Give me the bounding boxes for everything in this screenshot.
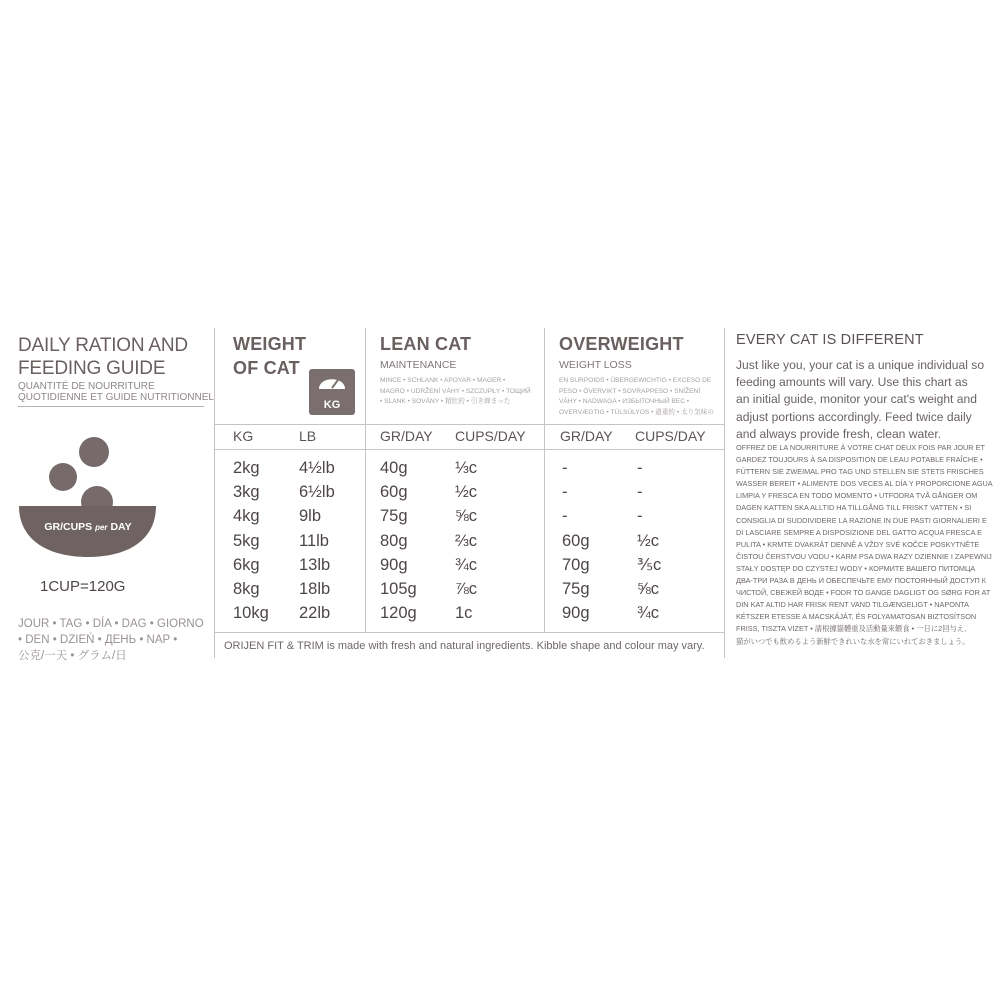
translation-line: EN SURPOIDS • ÜBERGEWICHTIG • EXCESO DE xyxy=(559,377,712,384)
translation-line: OFFREZ DE LA NOURRITURE À VOTRE CHAT DEUX FOIS PAR JOUR ET xyxy=(736,443,985,452)
title-divider xyxy=(18,406,204,407)
table-rule xyxy=(214,632,724,633)
translation-line: 猫がいつでも飲めるよう新鮮できれいな水を常にいれておきましょう。 xyxy=(736,636,970,646)
table-cell: 5kg xyxy=(233,531,260,550)
table-cell: 11lb xyxy=(299,531,329,550)
table-rule xyxy=(214,424,724,425)
table-divider xyxy=(724,328,725,658)
kibble-icon xyxy=(49,463,77,491)
column-header-kg: KG xyxy=(233,428,254,444)
translation-line: MINCE • SCHLANK • APOYAR • MAGER • xyxy=(380,377,506,384)
translation-line: WASSER BEREIT • ALIMENTE DOS VECES AL DÍA Y PROPORCIONE AGUA xyxy=(736,479,993,489)
table-cell: ⅗c xyxy=(637,555,662,574)
table-divider xyxy=(365,328,366,632)
food-bowl-icon xyxy=(18,428,158,568)
table-cell: - xyxy=(562,507,568,526)
translation-line: PESO • ÖVERVIKT • SOVRAPPESO • SNÍŽENÍ xyxy=(559,387,701,395)
subtitle-line: QUANTITÉ DE NOURRITURE xyxy=(18,381,155,392)
table-cell: ½c xyxy=(637,531,660,550)
table-cell: 4½lb xyxy=(299,459,335,477)
table-cell: 8kg xyxy=(233,580,260,599)
bowl-label: GR/CUPS per DAY xyxy=(44,521,132,533)
table-cell: ⅔c xyxy=(455,531,478,550)
column-header-overweight-gr: GR/DAY xyxy=(560,428,613,444)
feeding-translations xyxy=(736,442,993,648)
overweight-cups-column xyxy=(637,456,661,625)
table-cell: - xyxy=(562,459,568,477)
table-cell: 10kg xyxy=(233,604,269,623)
translation-line: ЧИСТОЙ, СВЕЖЕЙ ВОДЕ • FODR TO GANGE DAGLIGT OG SØRG FOR AT xyxy=(736,588,991,598)
column-header-overweight-cups: CUPS/DAY xyxy=(635,428,706,444)
overweight-gr-column xyxy=(562,456,590,625)
paragraph-line: feeding amounts will vary. Use this chart as xyxy=(736,375,968,390)
table-cell: 22lb xyxy=(299,604,331,623)
table-divider xyxy=(214,328,215,658)
translation-line: FÜTTERN SIE ZWEIMAL PRO TAG UND STELLEN SIE STETS FRISCHES xyxy=(736,467,984,477)
translation-line: • SLANK • SOVÁNY • 精壯的 • 引き締まった xyxy=(380,398,511,405)
table-cell: - xyxy=(562,483,568,502)
table-cell: ⅝c xyxy=(637,580,660,599)
translation-line: MAGRO • UDRŽENÍ VÁHY • SZCZUPŁY • ТОЩИЙ xyxy=(380,387,531,395)
ingredients-note: ORIJEN FIT & TRIM is made with fresh and natural ingredients. Kibble shape and colour may vary. xyxy=(224,640,705,652)
table-cell: 6kg xyxy=(233,555,260,574)
translation-line: ČISTOU ČERSTVOU VODU • KARM PSA DWA RAZY DZIENNIE I ZAPEWNIJ xyxy=(736,551,992,561)
page-subtitle xyxy=(18,381,214,403)
table-cell: ⅞c xyxy=(455,580,478,599)
table-cell: 40g xyxy=(380,459,408,477)
every-cat-paragraph xyxy=(736,357,988,443)
translation-line: STAŁY DOSTĘP DO CZYSTEJ WODY • КОРМИТЕ ВАШЕГО ПИТОМЦА xyxy=(736,563,976,573)
lean-cat-subheading: MAINTENANCE xyxy=(380,359,457,371)
lean-cups-column xyxy=(455,456,477,625)
translation-line: DAGEN KATTEN SKA ALLTID HA TILLGÅNG TILL FRISKT VATTEN • SI xyxy=(736,503,972,513)
table-cell: ⅓c xyxy=(455,459,478,477)
title-line: DAILY RATION AND xyxy=(18,335,188,356)
overweight-translations xyxy=(559,376,714,418)
table-cell: 75g xyxy=(562,580,590,599)
title-line: FEEDING GUIDE xyxy=(18,358,166,379)
table-cell: 105g xyxy=(380,580,417,599)
table-cell: - xyxy=(637,483,643,502)
table-cell: 3kg xyxy=(233,483,260,502)
table-cell: - xyxy=(637,507,643,526)
overweight-heading: OVERWEIGHT xyxy=(559,334,684,354)
table-cell: 2kg xyxy=(233,459,260,477)
scale-icon xyxy=(309,369,355,415)
lean-gr-column xyxy=(380,456,417,625)
lean-cat-heading: LEAN CAT xyxy=(380,334,472,354)
translation-line: FRISS, TISZTA VIZET • 請根據貓體重及活動量來餵食 • 一日に2回与え, xyxy=(736,624,967,634)
table-rule xyxy=(214,449,724,450)
weight-heading xyxy=(233,332,306,380)
table-cell: 90g xyxy=(562,604,590,623)
table-cell: 1c xyxy=(455,604,473,623)
table-cell: 80g xyxy=(380,531,408,550)
column-header-lean-gr: GR/DAY xyxy=(380,428,433,444)
svg-text:KG: KG xyxy=(323,399,341,411)
table-cell: 60g xyxy=(380,483,408,502)
paragraph-line: Just like you, your cat is a unique individual so xyxy=(736,358,985,372)
translation-line: LIMPIA Y FRESCA EN TODO MOMENTO • UTFODRA TVÅ GÅNGER OM xyxy=(736,491,978,501)
translation-line: DI LASCIARE SEMPRE A DISPOSIZIONE DEL GATTO ACQUA FRESCA E xyxy=(736,527,982,537)
table-cell: - xyxy=(637,459,643,477)
translation-line: JOUR • TAG • DÍA • DAG • GIORNO xyxy=(18,618,204,630)
table-cell: ¾c xyxy=(455,555,478,574)
translation-line: • DEN • DZIEŃ • ДЕНЬ • NAP • xyxy=(18,634,178,646)
table-divider xyxy=(544,328,545,632)
translation-line: CONSIGLIA DI SUDDIVIDERE LA RAZIONE IN DUE PASTI GIORNALIERI E xyxy=(736,515,987,525)
lb-column xyxy=(299,456,335,625)
paragraph-line: and always provide fresh, clean water. xyxy=(736,426,942,441)
table-cell: ¾c xyxy=(637,604,660,623)
table-cell: ½c xyxy=(455,483,478,502)
table-cell: 75g xyxy=(380,507,408,526)
column-header-lb: LB xyxy=(299,428,317,444)
translation-line: VÁHY • NADWAGA • ИЗБЫТОЧНЫЙ ВЕС • xyxy=(559,398,690,405)
paragraph-line: adjust portions accordingly. Feed twice daily xyxy=(736,409,972,424)
table-cell: 9lb xyxy=(299,507,322,526)
overweight-subheading: WEIGHT LOSS xyxy=(559,359,632,371)
table-cell: 4kg xyxy=(233,507,260,526)
translation-line: KÉTSZER ETESSE A MACSKÁJÁT, ÉS FOLYAMATOSAN BIZTOSÍTSON xyxy=(736,612,977,622)
translation-line: ДВА-ТРИ РАЗА В ДЕНЬ И ОБЕСПЕЧЬТЕ ЕМУ ПОСТОЯННЫЙ ДОСТУП К xyxy=(736,576,986,586)
translation-line: GARDEZ TOUJOURS À SA DISPOSITION DE LEAU POTABLE FRAÎCHE • xyxy=(736,455,983,465)
weight-heading-line: OF CAT xyxy=(233,358,300,378)
translation-line: OVERVÆGTIG • TÚLSÚLYOS • 過重的 • 太り気味の xyxy=(559,408,714,416)
translation-line: PULITA • KRMTE DVAKRÁT DENNĚ A VŽDY SVÉ KOČCE POSKYTNĚTE xyxy=(736,539,980,549)
subtitle-line: QUOTIDIENNE ET GUIDE NUTRITIONNEL xyxy=(18,392,214,403)
table-cell: 60g xyxy=(562,531,590,550)
paragraph-line: an initial guide, monitor your cat's weight and xyxy=(736,392,977,407)
table-cell: ⅝c xyxy=(455,507,478,526)
table-cell: 90g xyxy=(380,555,408,574)
table-cell: 6½lb xyxy=(299,483,335,502)
translation-line: 公克/一天 • グラム/日 xyxy=(18,650,127,662)
table-cell: 13lb xyxy=(299,555,331,574)
table-cell: 120g xyxy=(380,604,417,623)
every-cat-heading: EVERY CAT IS DIFFERENT xyxy=(736,332,924,348)
kibble-icon xyxy=(79,437,109,467)
kg-column xyxy=(233,456,269,625)
cup-conversion: 1CUP=120G xyxy=(40,578,126,595)
column-header-lean-cups: CUPS/DAY xyxy=(455,428,526,444)
table-cell: 18lb xyxy=(299,580,331,599)
translation-line: DIN KAT ALTID HAR FRISK RENT VAND TILGÆNGELIGT • NAPONTA xyxy=(736,600,969,610)
page-title xyxy=(18,334,188,380)
lean-cat-translations xyxy=(380,376,531,408)
table-cell: 70g xyxy=(562,555,590,574)
day-translations xyxy=(18,616,208,664)
weight-heading-line: WEIGHT xyxy=(233,334,307,354)
